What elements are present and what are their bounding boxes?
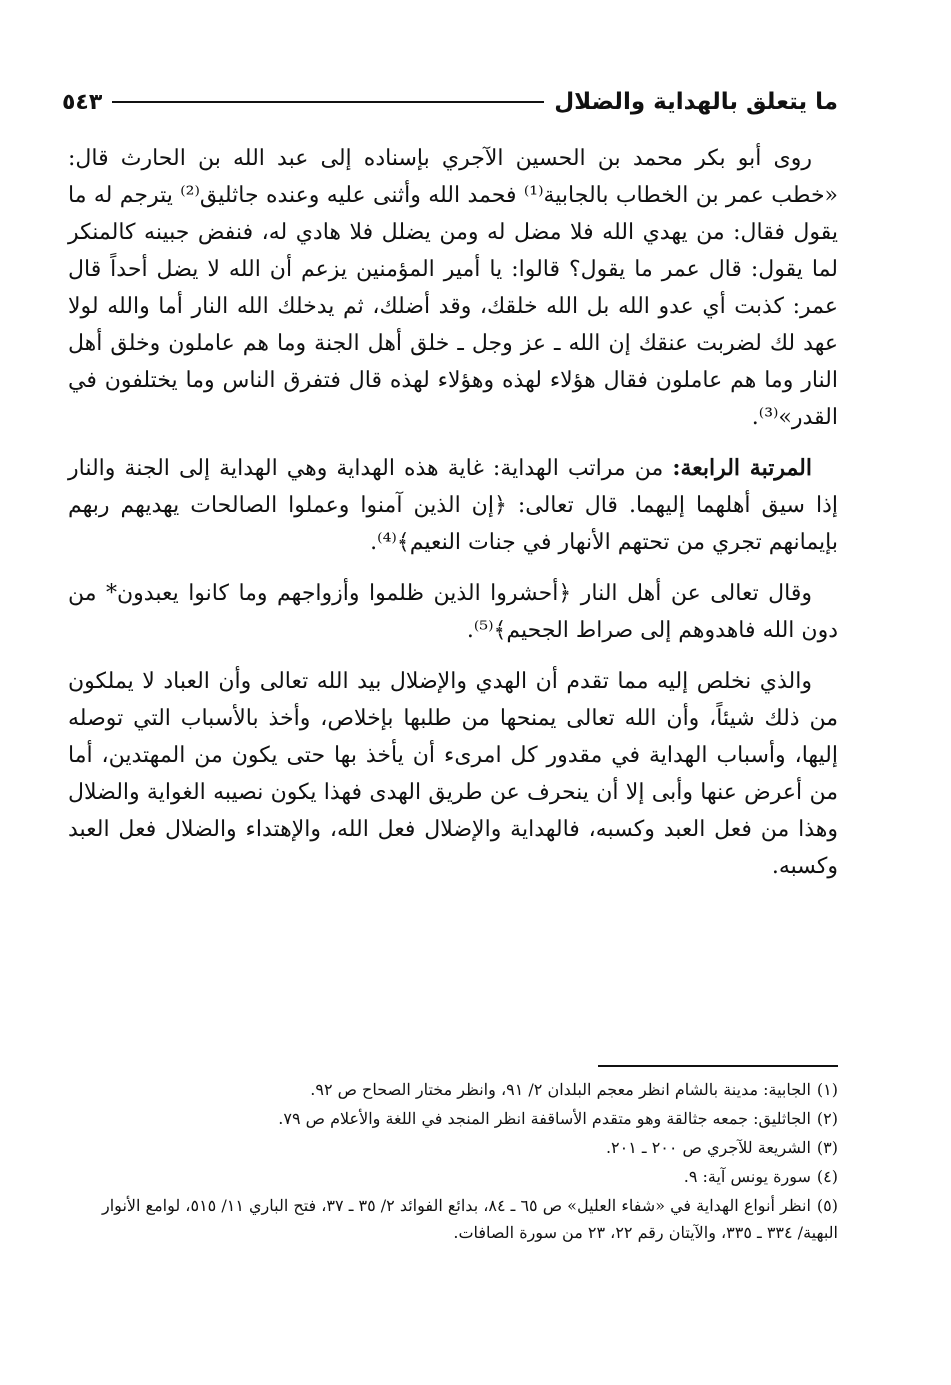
paragraph-lead: المرتبة الرابعة:: [672, 455, 813, 481]
footnote: [68, 1163, 838, 1190]
footnote: [68, 1134, 838, 1161]
footnote-number: (٣): [816, 1138, 838, 1157]
chapter-title: ما يتعلق بالهداية والضلال: [554, 89, 838, 115]
footnote: [68, 1076, 838, 1103]
footnote-text: الشريعة للآجري ص ٢٠٠ ـ ٢٠١.: [605, 1138, 811, 1157]
footnote: [68, 1105, 838, 1132]
footnote-number: (٢): [816, 1109, 838, 1128]
footnote-text: انظر أنواع الهداية في «شفاء العليل» ص ٦٥ ـ ٨٤، بدائع الفوائد ٢/ ٣٥ ـ ٣٧، فتح الباري ١١/ ٥١٥، لوامع الأنوار البهية/ ٣٣٤ ـ ٣٣٥، والآيتان رقم ٢٢، ٢٣ من سورة الصافات.: [102, 1196, 838, 1242]
header-rule: [112, 101, 544, 103]
paragraph-text: والذي نخلص إليه مما تقدم أن الهدي والإضلال بيد الله تعالى وأن العباد لا يملكون من ذلك شيئاً، وأن الله تعالى يمنحها من طلبها بإخلاص، وأخذ بالأسباب التي توصله إليها، وأسباب الهداية في مقدور كل امرىء أن يأخذ بها حتى يكون من المهتدين، أما من أعرض عنها وأبى إلا أن ينحرف عن طريق الهدى فهذا يكون نصيبه الغواية والضلال وهذا من فعل العبد وكسبه، فالهداية والإضلال فعل الله، والإهتداء والضلال فعل العبد وكسبه.: [68, 669, 838, 879]
paragraph: [68, 140, 838, 436]
paragraph-text: وقال تعالى عن أهل النار ﴿أحشروا الذين ظلموا وأزواجهم وما كانوا يعبدون* من دون الله فاهدوهم إلى صراط الجحيم﴾⁽⁵⁾.: [68, 581, 838, 643]
footnote-number: (١): [816, 1080, 838, 1099]
footnote-number: (٤): [816, 1167, 838, 1186]
footnote-text: سورة يونس آية: ٩.: [683, 1167, 811, 1186]
running-header: [62, 82, 838, 122]
page-number: ٥٤٣: [62, 89, 103, 115]
paragraph: [68, 575, 838, 649]
footnotes: [68, 1076, 838, 1248]
footnote-text: الجابية: مدينة بالشام انظر معجم البلدان ٢/ ٩١، وانظر مختار الصحاح ص ٩٢.: [310, 1080, 811, 1099]
footnote-number: (٥): [816, 1196, 838, 1215]
body-text: [68, 140, 838, 899]
paragraph: [68, 450, 838, 561]
paragraph-text: روى أبو بكر محمد بن الحسين الآجري بإسناده إلى عبد الله بن الحارث قال: «خطب عمر بن الخطاب بالجابية⁽¹⁾ فحمد الله وأثنى عليه وعنده جاثليق⁽²⁾ يترجم له ما يقول فقال: من يهدي الله فلا مضل له ومن يضلل فلا هادي له، فنفض جبينه كالمنكر لما يقول: قال عمر ما يقول؟ قالوا: يا أمير المؤمنين يزعم أن الله لا يضل أحداً قال عمر: كذبت أي عدو الله بل الله خلقك، وقد أضلك، ثم يدخلك الله النار أما والله لولا عهد لك لضربت عنقك إن الله ـ عز وجل ـ خلق أهل الجنة وما هم عاملون وخلق أهل النار وما هم عاملون فقال هؤلاء لهذه وهؤلاء لهذه قال فتفرق الناس وما يختلفون في القدر»⁽³⁾.: [68, 146, 838, 430]
paragraph: [68, 663, 838, 885]
footnote-text: الجاثليق: جمعه جثالقة وهو متقدم الأساقفة انظر المنجد في اللغة والأعلام ص ٧٩.: [278, 1109, 811, 1128]
footnote: [68, 1192, 838, 1246]
footnote-separator: [598, 1065, 838, 1067]
paragraph-text: من مراتب الهداية: غاية هذه الهداية وهي الهداية إلى الجنة والنار إذا سيق أهلهما إليهما. قال تعالى: ﴿إن الذين آمنوا وعملوا الصالحات يهديهم ربهم بإيمانهم تجري من تحتهم الأنهار في جنات النعيم﴾⁽⁴⁾.: [68, 456, 838, 555]
